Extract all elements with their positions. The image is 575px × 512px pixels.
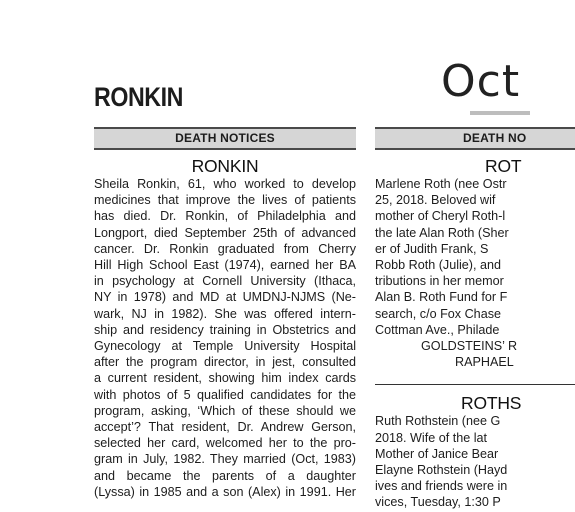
text-line: tributions in her memor (375, 274, 504, 289)
page-heading: RONKIN (94, 82, 184, 112)
text-line: wark, NJ in 1982). She was offered intern- (94, 306, 356, 321)
notice-body-roth (375, 176, 575, 338)
text-line: Hill High School East (1974), earned her BA (94, 258, 356, 273)
notice-body-rothstein (375, 413, 575, 510)
text-line: accept’? That resident, Dr. Andrew Gerson, (94, 420, 356, 435)
text-line: and became the parents of a daughter (94, 468, 356, 483)
text-line: Gynecology at Temple University Hospital (94, 339, 356, 354)
section-bar-death-notices-right: DEATH NO (375, 127, 575, 150)
text-line: Mother of Janice Bear (375, 446, 499, 461)
text-line: Marlene Roth (nee Ostr (375, 177, 507, 191)
text-line: Ruth Rothstein (nee G (375, 414, 501, 429)
month-underline (470, 111, 530, 115)
text-line: with photos of 5 qualified candidates for the (94, 387, 356, 402)
text-line: has died. Dr. Ronkin, of Philadelphia and (94, 209, 356, 224)
text-line: er of Judith Frank, S (375, 241, 489, 256)
notice-name-rothstein: ROTHS (461, 393, 522, 414)
text-line: Longport, died September 25th of advanced (94, 225, 356, 240)
left-column (94, 127, 356, 500)
funeral-home-line: GOLDSTEINS’ R (421, 339, 518, 354)
month-heading: Oct (441, 56, 521, 107)
text-line: program, asking, ‘Which of these should we (94, 403, 356, 418)
text-line: Cottman Ave., Philade (375, 322, 500, 337)
text-line: Alan B. Roth Fund for F (375, 290, 508, 305)
notice-divider (375, 384, 575, 385)
notice-body-ronkin (94, 176, 356, 500)
funeral-home-line-2: RAPHAEL (455, 355, 514, 370)
text-line: cancer. Dr. Ronkin graduated from Cherry (94, 241, 356, 256)
text-line: ives and friends were in (375, 479, 508, 494)
text-line: 25, 2018. Beloved wif (375, 193, 496, 208)
text-line: search, c/o Fox Chase (375, 306, 501, 321)
text-line: mother of Cheryl Roth-l (375, 209, 506, 224)
text-line: gram in July, 1982. They married (Oct, 1983) (94, 452, 356, 467)
text-line: medicines that improve the lives of patients (94, 193, 356, 208)
text-line: in psychology at Cornell University (Ithaca, (94, 274, 356, 289)
text-line: Elayne Rothstein (Hayd (375, 463, 508, 478)
right-column (375, 127, 575, 511)
text-line: after the program director, in jest, consulted (94, 355, 356, 370)
section-bar-death-notices: DEATH NOTICES (94, 127, 356, 150)
text-line: the late Alan Roth (Sher (375, 225, 509, 240)
text-line: a current resident, showing him index cards (94, 371, 356, 386)
notice-name-roth: ROT (485, 156, 522, 176)
text-line: Robb Roth (Julie), and (375, 258, 502, 273)
text-line: selected her card, welcomed her to the pro- (94, 436, 356, 451)
notice-name-ronkin: RONKIN (191, 156, 259, 176)
text-line: 2018. Wife of the lat (375, 430, 488, 445)
text-line: Sheila Ronkin, 61, who worked to develop (94, 177, 356, 191)
text-line: NY in 1978) and MD at UMDNJ-NJMS (Ne- (94, 290, 356, 305)
text-line: ship and residency training in Obstetrics and (94, 322, 356, 337)
text-line: (Lyssa) in 1985 and a son (Alex) in 1991. Her (94, 484, 356, 499)
text-line: vices, Tuesday, 1:30 P (375, 495, 501, 510)
